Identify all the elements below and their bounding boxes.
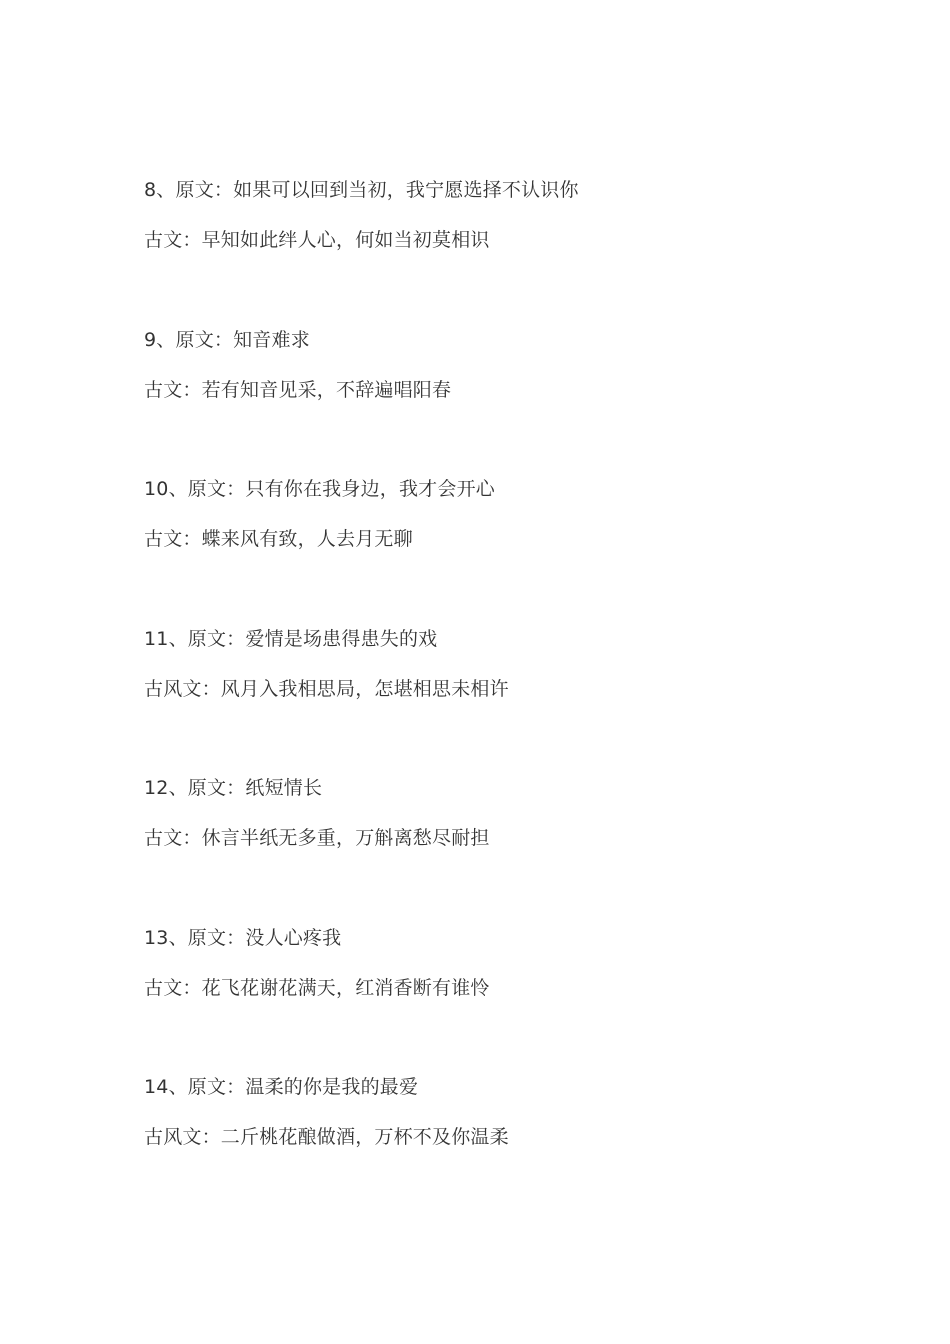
classical-text: 古文：蝶来风有致，人去月无聊 — [144, 528, 413, 550]
classical-text: 古风文：风月入我相思局，怎堪相思未相许 — [144, 677, 509, 700]
entry-10 — [144, 471, 844, 621]
classical-text: 古文：早知如此绊人心，何如当初莫相识 — [144, 229, 490, 251]
classical-text: 古风文：二斤桃花酿做酒，万杯不及你温柔 — [144, 1126, 509, 1148]
original-text: 8、原文：如果可以回到当初，我宁愿选择不认识你 — [144, 179, 579, 201]
original-text: 11、原文：爱情是场患得患失的戏 — [144, 627, 438, 650]
entry-11 — [144, 621, 844, 771]
entry-8 — [144, 172, 844, 322]
original-text: 9、原文：知音难求 — [144, 328, 310, 351]
classical-text: 古文：休言半纸无多重，万斛离愁尽耐担 — [144, 827, 490, 849]
entry-13 — [144, 920, 844, 1070]
classical-text: 古文：花飞花谢花满天，红消香断有谁怜 — [144, 976, 490, 999]
entry-list — [144, 172, 844, 1219]
original-text: 12、原文：纸短情长 — [144, 777, 323, 799]
entry-12 — [144, 770, 844, 920]
original-text: 10、原文：只有你在我身边，我才会开心 — [144, 478, 495, 500]
classical-text: 古文：若有知音见采，不辞遍唱阳春 — [144, 378, 452, 401]
entry-14 — [144, 1069, 844, 1219]
entry-9 — [144, 322, 844, 472]
original-text: 14、原文：温柔的你是我的最爱 — [144, 1076, 419, 1098]
original-text: 13、原文：没人心疼我 — [144, 926, 342, 949]
